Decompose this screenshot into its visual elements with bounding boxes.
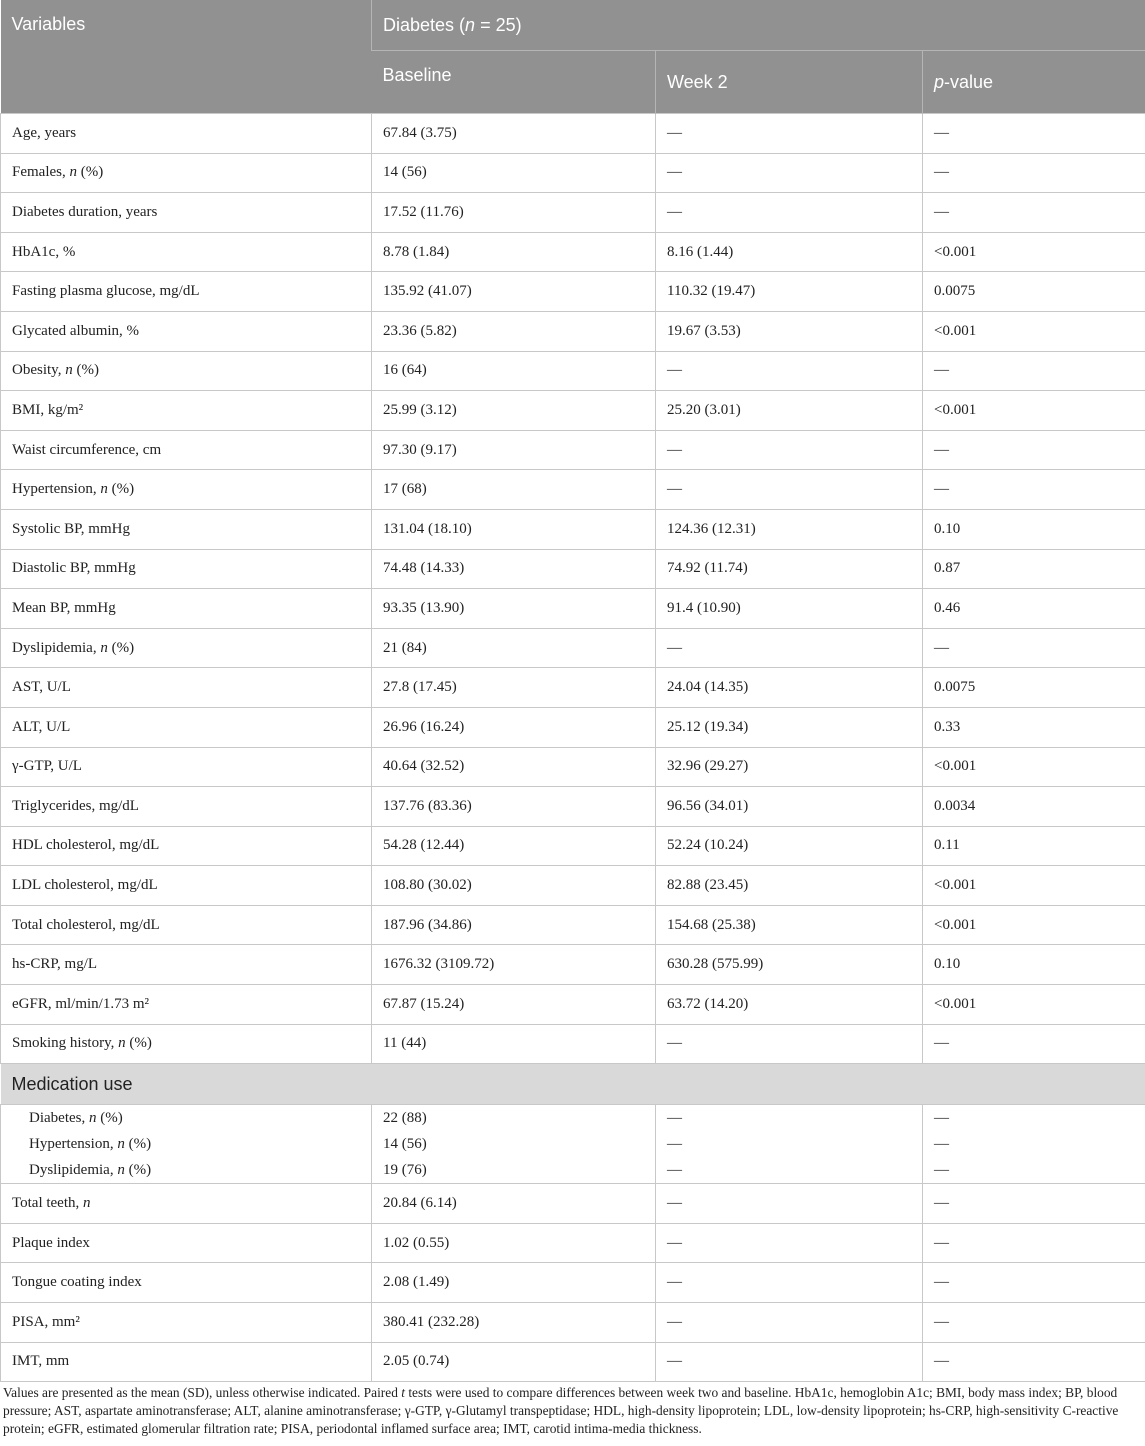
cell-p: — bbox=[923, 1024, 1145, 1064]
cell-baseline: 1.02 (0.55) bbox=[372, 1223, 656, 1263]
table-row bbox=[1, 668, 1145, 708]
cell-week2: — bbox=[656, 470, 923, 510]
cell-week2: — bbox=[656, 1263, 923, 1303]
cell-baseline: 97.30 (9.17) bbox=[372, 430, 656, 470]
row-label: Triglycerides, mg/dL bbox=[1, 787, 372, 827]
cell-week2: 91.4 (10.90) bbox=[656, 589, 923, 629]
cell-p: <0.001 bbox=[923, 866, 1145, 906]
cell-p: <0.001 bbox=[923, 232, 1145, 272]
row-label: Systolic BP, mmHg bbox=[1, 509, 372, 549]
cell-week2: — bbox=[656, 351, 923, 391]
cell-week2: 154.68 (25.38) bbox=[656, 905, 923, 945]
cell-week2: 96.56 (34.01) bbox=[656, 787, 923, 827]
cell-p: <0.001 bbox=[923, 985, 1145, 1025]
cell-baseline: 20.84 (6.14) bbox=[372, 1184, 656, 1224]
cell-baseline: 11 (44) bbox=[372, 1024, 656, 1064]
cell-baseline: 74.48 (14.33) bbox=[372, 549, 656, 589]
cell-week2: — bbox=[656, 1024, 923, 1064]
cell-week2: 52.24 (10.24) bbox=[656, 826, 923, 866]
table-row bbox=[1, 747, 1145, 787]
table-row bbox=[1, 114, 1145, 154]
cell-p: 0.11 bbox=[923, 826, 1145, 866]
cell-p: 0.10 bbox=[923, 509, 1145, 549]
table-row bbox=[1, 351, 1145, 391]
row-label: Hypertension, n (%) bbox=[29, 1136, 152, 1153]
cell-p: — bbox=[923, 1184, 1145, 1224]
table-row bbox=[1, 509, 1145, 549]
cell-p: — bbox=[923, 153, 1145, 193]
cell-week2: — bbox=[656, 114, 923, 154]
table-row bbox=[1, 311, 1145, 351]
cell-week2: — bbox=[656, 1223, 923, 1263]
row-label: LDL cholesterol, mg/dL bbox=[1, 866, 372, 906]
row-label: hs-CRP, mg/L bbox=[1, 945, 372, 985]
cell-baseline: 14 (56) bbox=[372, 153, 656, 193]
table-row bbox=[1, 707, 1145, 747]
cell-p: 0.46 bbox=[923, 589, 1145, 629]
medication-labels bbox=[1, 1105, 372, 1184]
table-row bbox=[1, 153, 1145, 193]
cell-week2: 74.92 (11.74) bbox=[656, 549, 923, 589]
table-row bbox=[1, 1184, 1145, 1224]
cell-p: — bbox=[923, 1342, 1145, 1382]
table-row bbox=[1, 470, 1145, 510]
cell-baseline: 26.96 (16.24) bbox=[372, 707, 656, 747]
cell-p: — bbox=[934, 1136, 949, 1153]
cell-week2: — bbox=[656, 430, 923, 470]
cell-week2: — bbox=[656, 1342, 923, 1382]
table-row bbox=[1, 549, 1145, 589]
table-row bbox=[1, 1223, 1145, 1263]
cell-baseline: 25.99 (3.12) bbox=[372, 391, 656, 431]
table-row bbox=[1, 866, 1145, 906]
row-label: Total cholesterol, mg/dL bbox=[1, 905, 372, 945]
medication-p bbox=[923, 1105, 1145, 1184]
table-row bbox=[1, 945, 1145, 985]
cell-p: <0.001 bbox=[923, 747, 1145, 787]
table-row bbox=[1, 628, 1145, 668]
table-row bbox=[1, 272, 1145, 312]
cell-p: <0.001 bbox=[923, 905, 1145, 945]
cell-p: 0.10 bbox=[923, 945, 1145, 985]
table-row bbox=[1, 826, 1145, 866]
cell-baseline: 2.05 (0.74) bbox=[372, 1342, 656, 1382]
cell-p: 0.0075 bbox=[923, 272, 1145, 312]
row-label: HDL cholesterol, mg/dL bbox=[1, 826, 372, 866]
cell-baseline: 2.08 (1.49) bbox=[372, 1263, 656, 1303]
cell-baseline: 1676.32 (3109.72) bbox=[372, 945, 656, 985]
row-label: Tongue coating index bbox=[1, 1263, 372, 1303]
cell-baseline: 22 (88) bbox=[383, 1110, 427, 1127]
cell-p: — bbox=[923, 628, 1145, 668]
cell-week2: — bbox=[667, 1136, 682, 1153]
row-label: AST, U/L bbox=[1, 668, 372, 708]
row-label: Obesity, n (%) bbox=[1, 351, 372, 391]
row-label: Total teeth, n bbox=[1, 1184, 372, 1224]
cell-p: — bbox=[923, 351, 1145, 391]
row-label: HbA1c, % bbox=[1, 232, 372, 272]
medication-row bbox=[1, 1105, 1145, 1184]
cell-week2: 124.36 (12.31) bbox=[656, 509, 923, 549]
row-label: Age, years bbox=[1, 114, 372, 154]
table-row bbox=[1, 985, 1145, 1025]
row-label: Dyslipidemia, n (%) bbox=[1, 628, 372, 668]
cell-baseline: 187.96 (34.86) bbox=[372, 905, 656, 945]
cell-p: 0.87 bbox=[923, 549, 1145, 589]
cell-week2: 19.67 (3.53) bbox=[656, 311, 923, 351]
cell-p: — bbox=[923, 193, 1145, 233]
cell-baseline: 380.41 (232.28) bbox=[372, 1303, 656, 1343]
row-label: Diabetes, n (%) bbox=[29, 1110, 123, 1127]
row-label: Waist circumference, cm bbox=[1, 430, 372, 470]
cell-p: <0.001 bbox=[923, 311, 1145, 351]
row-label: PISA, mm² bbox=[1, 1303, 372, 1343]
header-variables: Variables bbox=[1, 0, 372, 114]
cell-baseline: 21 (84) bbox=[372, 628, 656, 668]
cell-baseline: 27.8 (17.45) bbox=[372, 668, 656, 708]
cell-week2: — bbox=[667, 1162, 682, 1179]
cell-week2: — bbox=[656, 193, 923, 233]
cell-baseline: 108.80 (30.02) bbox=[372, 866, 656, 906]
row-label: BMI, kg/m² bbox=[1, 391, 372, 431]
cell-p: — bbox=[923, 1263, 1145, 1303]
table-row bbox=[1, 430, 1145, 470]
cell-baseline: 67.84 (3.75) bbox=[372, 114, 656, 154]
table-row bbox=[1, 232, 1145, 272]
table-row bbox=[1, 787, 1145, 827]
row-label: Smoking history, n (%) bbox=[1, 1024, 372, 1064]
cell-baseline: 16 (64) bbox=[372, 351, 656, 391]
cell-baseline: 67.87 (15.24) bbox=[372, 985, 656, 1025]
table-row bbox=[1, 193, 1145, 233]
row-label: Fasting plasma glucose, mg/dL bbox=[1, 272, 372, 312]
table-row bbox=[1, 905, 1145, 945]
cell-p: 0.0075 bbox=[923, 668, 1145, 708]
cell-p: — bbox=[923, 1223, 1145, 1263]
cell-baseline: 14 (56) bbox=[383, 1136, 427, 1153]
cell-week2: — bbox=[656, 1184, 923, 1224]
row-label: ALT, U/L bbox=[1, 707, 372, 747]
row-label: IMT, mm bbox=[1, 1342, 372, 1382]
cell-week2: — bbox=[667, 1110, 682, 1127]
cell-baseline: 93.35 (13.90) bbox=[372, 589, 656, 629]
cell-week2: 82.88 (23.45) bbox=[656, 866, 923, 906]
medication-baseline bbox=[372, 1105, 656, 1184]
row-label: Females, n (%) bbox=[1, 153, 372, 193]
medication-week2 bbox=[656, 1105, 923, 1184]
cell-week2: 25.20 (3.01) bbox=[656, 391, 923, 431]
cell-p: 0.0034 bbox=[923, 787, 1145, 827]
row-label: Hypertension, n (%) bbox=[1, 470, 372, 510]
cell-baseline: 17 (68) bbox=[372, 470, 656, 510]
cell-p: 0.33 bbox=[923, 707, 1145, 747]
cell-baseline: 23.36 (5.82) bbox=[372, 311, 656, 351]
cell-week2: 63.72 (14.20) bbox=[656, 985, 923, 1025]
cell-baseline: 54.28 (12.44) bbox=[372, 826, 656, 866]
row-label: eGFR, ml/min/1.73 m² bbox=[1, 985, 372, 1025]
table-row bbox=[1, 1303, 1145, 1343]
cell-p: — bbox=[923, 1303, 1145, 1343]
header-baseline: Baseline bbox=[372, 51, 656, 114]
cell-week2: 25.12 (19.34) bbox=[656, 707, 923, 747]
table-footnote: Values are presented as the mean (SD), unless otherwise indicated. Paired t tests were used to compare differences between week two and baseline. HbA1c, hemoglobin A1c; BMI, body mass index; BP, blood pressure; AST, aspartate aminotransferase; ALT, alanine aminotransferase; γ-GTP, γ-Glutamyl transpeptidase; HDL, high-density lipoprotein; LDL, low-density lipoprotein; hs-CRP, high-sensitivity C-reactive protein; eGFR, estimated glomerular filtration rate; PISA, periodontal inflamed surface area; IMT, carotid intima-media thickness. bbox=[3, 1385, 1119, 1436]
cell-week2: 24.04 (14.35) bbox=[656, 668, 923, 708]
row-label: Glycated albumin, % bbox=[1, 311, 372, 351]
row-label: Dyslipidemia, n (%) bbox=[29, 1162, 152, 1179]
header-p-value: p-value bbox=[923, 51, 1145, 114]
cell-week2: 32.96 (29.27) bbox=[656, 747, 923, 787]
cell-week2: 630.28 (575.99) bbox=[656, 945, 923, 985]
cell-p: — bbox=[923, 470, 1145, 510]
row-label: γ-GTP, U/L bbox=[1, 747, 372, 787]
header-week2: Week 2 bbox=[656, 51, 923, 114]
row-label: Diabetes duration, years bbox=[1, 193, 372, 233]
cell-baseline: 137.76 (83.36) bbox=[372, 787, 656, 827]
cell-week2: 8.16 (1.44) bbox=[656, 232, 923, 272]
cell-week2: — bbox=[656, 153, 923, 193]
cell-baseline: 19 (76) bbox=[383, 1162, 427, 1179]
cell-baseline: 131.04 (18.10) bbox=[372, 509, 656, 549]
cell-p: — bbox=[923, 430, 1145, 470]
cell-baseline: 40.64 (32.52) bbox=[372, 747, 656, 787]
cell-p: — bbox=[923, 114, 1145, 154]
cell-week2: — bbox=[656, 1303, 923, 1343]
table-row bbox=[1, 1024, 1145, 1064]
cell-week2: — bbox=[656, 628, 923, 668]
table-row bbox=[1, 391, 1145, 431]
cell-p: — bbox=[934, 1162, 949, 1179]
cell-p: — bbox=[934, 1110, 949, 1127]
row-label: Diastolic BP, mmHg bbox=[1, 549, 372, 589]
table-row bbox=[1, 589, 1145, 629]
cell-baseline: 17.52 (11.76) bbox=[372, 193, 656, 233]
section-medication-use: Medication use bbox=[1, 1064, 1145, 1105]
cell-baseline: 135.92 (41.07) bbox=[372, 272, 656, 312]
header-group: Diabetes (n = 25) bbox=[372, 0, 1145, 51]
cell-baseline: 8.78 (1.84) bbox=[372, 232, 656, 272]
cell-week2: 110.32 (19.47) bbox=[656, 272, 923, 312]
table-row bbox=[1, 1263, 1145, 1303]
table-row bbox=[1, 1342, 1145, 1382]
row-label: Mean BP, mmHg bbox=[1, 589, 372, 629]
cell-p: <0.001 bbox=[923, 391, 1145, 431]
row-label: Plaque index bbox=[1, 1223, 372, 1263]
